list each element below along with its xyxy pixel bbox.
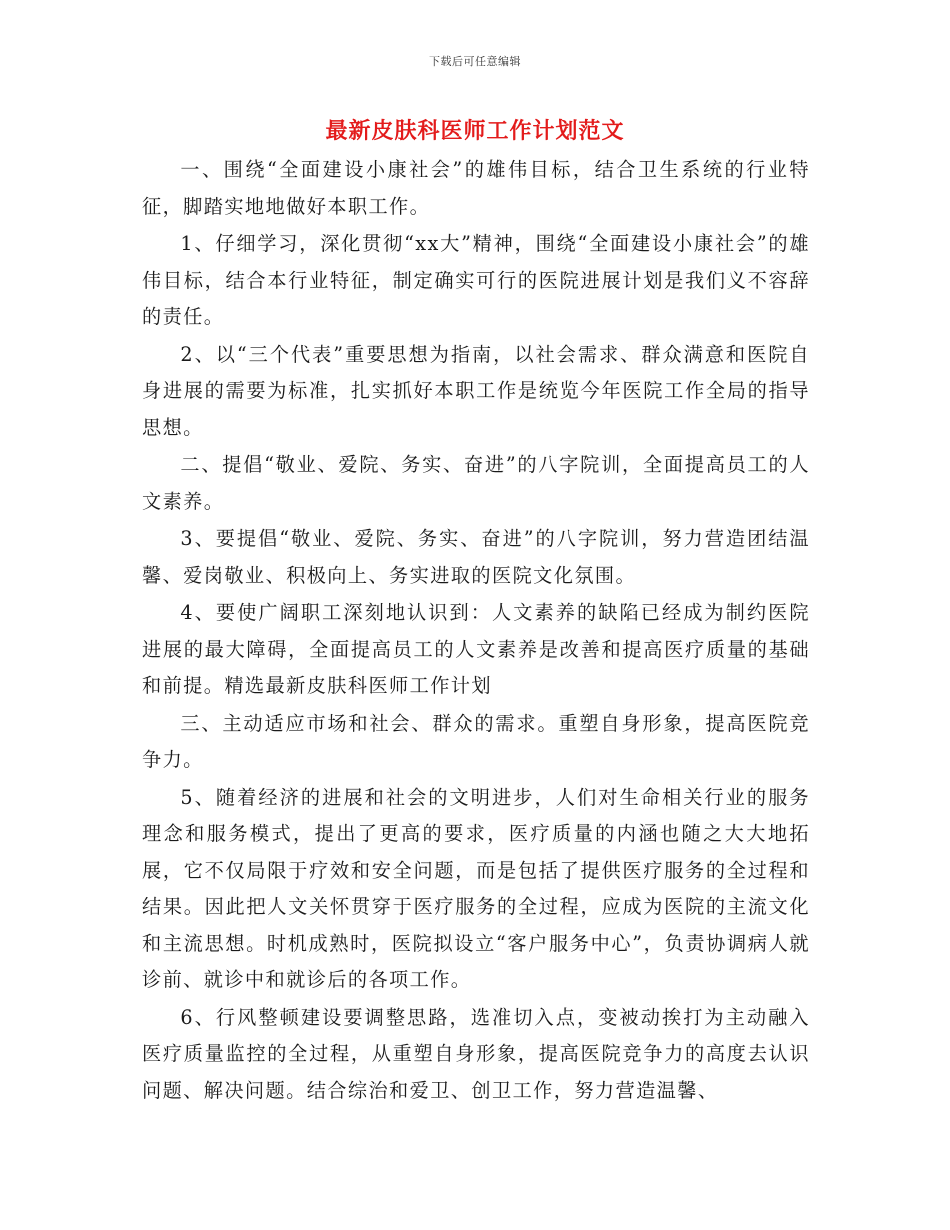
- paragraph: 2、以“三个代表”重要思想为指南，以社会需求、群众满意和医院自身进展的需要为标准，扎实抓好本职工作是统览今年医院工作全局的指导思想。: [142, 342, 810, 439]
- paragraph: 三、主动适应市场和社会、群众的需求。重塑自身形象，提高医院竞争力。: [142, 711, 810, 771]
- paragraph: 4、要使广阔职工深刻地认识到：人文素养的缺陷已经成为制约医院进展的最大障碍，全面提高员工的人文素养是改善和提高医疗质量的基础和前提。精选最新皮肤科医师工作计划: [142, 601, 810, 697]
- paragraph: 1、仔细学习，深化贯彻“xx大”精神，围绕“全面建设小康社会”的雄伟目标，结合本行业特征，制定确实可行的医院进展计划是我们义不容辞的责任。: [142, 232, 810, 328]
- paragraph: 3、要提倡“敬业、爱院、务实、奋进”的八字院训，努力营造团结温馨、爱岗敬业、积极向上、务实进取的医院文化氛围。: [142, 527, 810, 587]
- paragraph: 二、提倡“敬业、爱院、务实、奋进”的八字院训，全面提高员工的人文素养。: [142, 453, 810, 513]
- paragraph: 一、围绕“全面建设小康社会”的雄伟目标，结合卫生系统的行业特征，脚踏实地地做好本职工作。: [142, 158, 810, 218]
- paragraph: 6、行风整顿建设要调整思路，选准切入点，变被动挨打为主动融入医疗质量监控的全过程，从重塑自身形象，提高医院竞争力的高度去认识问题、解决问题。结合综治和爱卫、创卫工作，努力营造温馨、: [142, 1005, 810, 1102]
- document-title: 最新皮肤科医师工作计划范文: [325, 118, 625, 144]
- header-note: 下载后可任意编辑: [429, 55, 521, 68]
- document-body: [142, 152, 810, 1110]
- paragraph: 5、随着经济的进展和社会的文明进步，人们对生命相关行业的服务理念和服务模式，提出了更高的要求，医疗质量的内涵也随之大大地拓展，它不仅局限于疗效和安全问题，而是包括了提供医疗服务的全过程和结果。因此把人文关怀贯穿于医疗服务的全过程，应成为医院的主流文化和主流思想。时机成熟时，医院拟设立“客户服务中心”，负责协调病人就诊前、就诊中和就诊后的各项工作。: [142, 785, 810, 991]
